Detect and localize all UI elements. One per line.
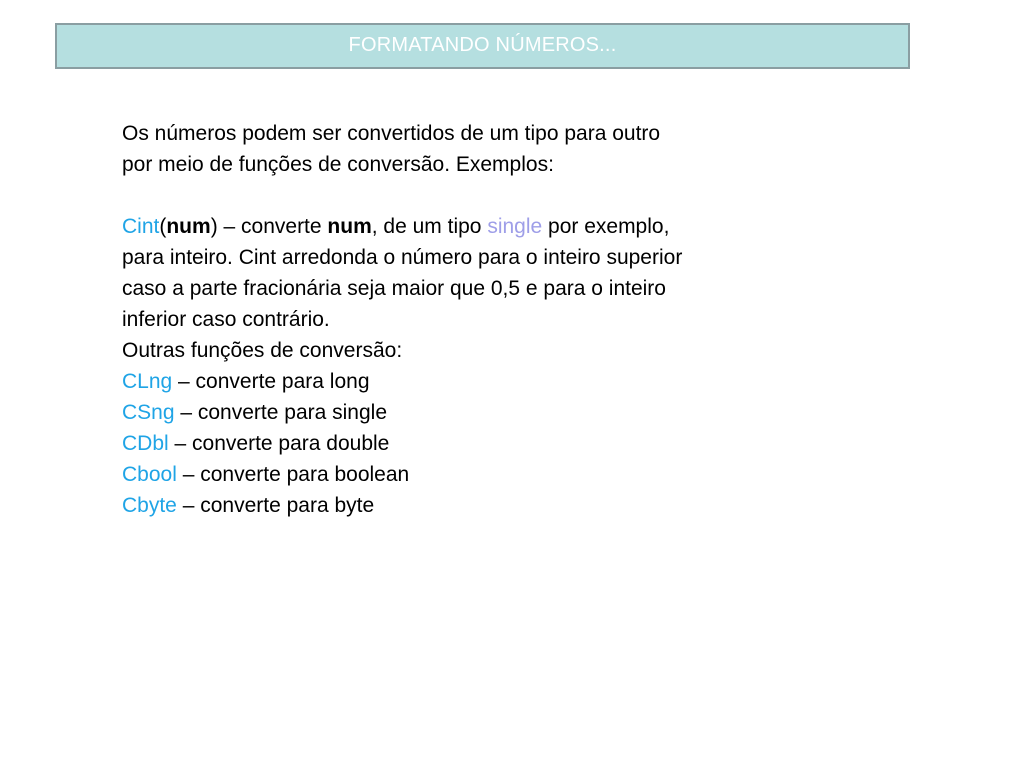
function-description: – converte para long: [172, 370, 370, 393]
function-name: CLng: [122, 370, 173, 393]
cint-line-1: [122, 211, 882, 242]
function-item-cbool: [122, 459, 882, 490]
function-description: – converte para byte: [176, 494, 375, 517]
cint-text-b: , de um tipo: [371, 215, 488, 238]
type-single-highlight: single: [487, 215, 543, 238]
cint-argument: num: [166, 215, 211, 238]
function-item-clng: [122, 366, 882, 397]
function-item-cbyte: [122, 490, 882, 521]
function-description: – converte para boolean: [176, 463, 410, 486]
function-item-cdbl: [122, 428, 882, 459]
function-name: CSng: [122, 401, 175, 424]
intro-line-2: por meio de funções de conversão. Exemplos:: [122, 153, 554, 176]
slide-title-bar: [55, 23, 910, 69]
cint-line-2: para inteiro. Cint arredonda o número para o inteiro superior: [122, 246, 683, 269]
intro-line-1: Os números podem ser convertidos de um tipo para outro: [122, 122, 661, 145]
cint-line-3: caso a parte fracionária seja maior que 0,5 e para o inteiro: [122, 277, 666, 300]
function-description: – converte para single: [174, 401, 387, 424]
function-description: – converte para double: [168, 432, 390, 455]
cint-open-paren: (: [159, 215, 167, 238]
slide-body: [122, 118, 882, 521]
cint-line-4: inferior caso contrário.: [122, 308, 330, 331]
function-name: Cbool: [122, 463, 177, 486]
others-heading: Outras funções de conversão:: [122, 339, 403, 362]
cint-function-name: Cint: [122, 215, 160, 238]
slide-title: FORMATANDO NÚMEROS...: [348, 33, 617, 56]
function-name: Cbyte: [122, 494, 177, 517]
paragraph-gap: [122, 180, 882, 211]
function-item-csng: [122, 397, 882, 428]
function-name: CDbl: [122, 432, 169, 455]
cint-argument-2: num: [327, 215, 372, 238]
cint-text-a: ) – converte: [210, 215, 328, 238]
cint-text-c: por exemplo,: [542, 215, 670, 238]
